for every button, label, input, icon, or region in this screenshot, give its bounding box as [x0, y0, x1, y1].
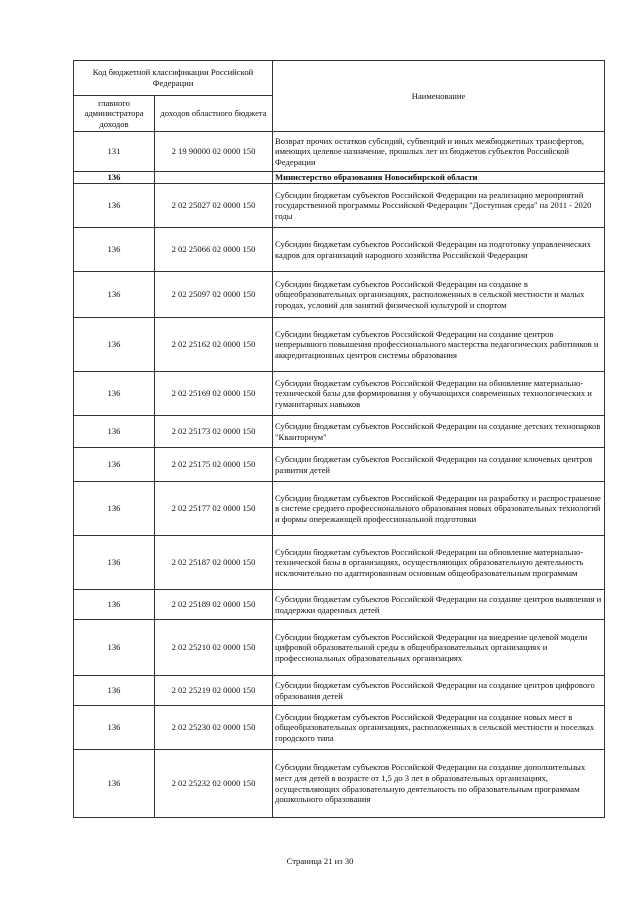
table-row — [74, 590, 605, 620]
income-code-cell: 2 02 25230 02 0000 150 — [155, 706, 273, 750]
header-income-code: доходов областного бюджета — [155, 96, 273, 132]
admin-code-cell: 136 — [74, 750, 155, 818]
admin-code-cell: 136 — [74, 184, 155, 228]
table-row — [74, 228, 605, 272]
table-row — [74, 750, 605, 818]
table-row — [74, 620, 605, 676]
table-row — [74, 448, 605, 482]
income-code-cell: 2 02 25210 02 0000 150 — [155, 620, 273, 676]
name-cell: Субсидии бюджетам субъектов Российской Федерации на создание центров непрерывного повышения профессионального мастерства педагогических работников и аккредитационных центров системы образования — [273, 318, 605, 372]
table-row — [74, 416, 605, 448]
admin-code-cell: 136 — [74, 620, 155, 676]
admin-code-cell: 131 — [74, 132, 155, 172]
income-code-cell: 2 02 25189 02 0000 150 — [155, 590, 273, 620]
admin-code-cell: 136 — [74, 416, 155, 448]
table-row — [74, 482, 605, 536]
table-row — [74, 372, 605, 416]
table-body — [74, 132, 605, 818]
admin-code-cell: 136 — [74, 228, 155, 272]
income-code-cell: 2 02 25066 02 0000 150 — [155, 228, 273, 272]
income-code-cell: 2 02 25232 02 0000 150 — [155, 750, 273, 818]
admin-code-cell: 136 — [74, 318, 155, 372]
table-row — [74, 272, 605, 318]
admin-code-cell: 136 — [74, 536, 155, 590]
table-row — [74, 318, 605, 372]
name-cell: Субсидии бюджетам субъектов Российской Федерации на внедрение целевой модели цифровой образовательной среды в общеобразовательных организациях и профессиональных образовательных организациях — [273, 620, 605, 676]
income-code-cell: 2 02 25177 02 0000 150 — [155, 482, 273, 536]
income-code-cell — [155, 172, 273, 184]
budget-classification-table — [73, 60, 605, 818]
name-cell: Субсидии бюджетам субъектов Российской Федерации на создание дополнительных мест для детей в возрасте от 1,5 до 3 лет в образовательных организациях, осуществляющих образовательную деятельность по образовательным программам дошкольного образования — [273, 750, 605, 818]
name-cell: Субсидии бюджетам субъектов Российской Федерации на создание новых мест в общеобразовательных организациях, расположенных в сельской местности и поселках городского типа — [273, 706, 605, 750]
income-code-cell: 2 02 25027 02 0000 150 — [155, 184, 273, 228]
header-code-group: Код бюджетной классификации Российской Федерации — [74, 61, 273, 96]
income-code-cell: 2 19 90000 02 0000 150 — [155, 132, 273, 172]
name-cell: Субсидии бюджетам субъектов Российской Федерации на создание ключевых центров развития детей — [273, 448, 605, 482]
admin-code-cell: 136 — [74, 372, 155, 416]
income-code-cell: 2 02 25173 02 0000 150 — [155, 416, 273, 448]
name-cell: Субсидии бюджетам субъектов Российской Федерации на создание центров выявления и поддержки одаренных детей — [273, 590, 605, 620]
name-cell: Субсидии бюджетам субъектов Российской Федерации на создание центров цифрового образования детей — [273, 676, 605, 706]
table-row — [74, 172, 605, 184]
name-cell: Субсидии бюджетам субъектов Российской Федерации на создание детских технопарков "Кванториум" — [273, 416, 605, 448]
table-row — [74, 184, 605, 228]
name-cell: Министерство образования Новосибирской области — [273, 172, 605, 184]
name-cell: Субсидии бюджетам субъектов Российской Федерации на обновление материально-технической базы для формирования у обучающихся современных технологических и гуманитарных навыков — [273, 372, 605, 416]
table-row — [74, 536, 605, 590]
name-cell: Субсидии бюджетам субъектов Российской Федерации на создание в общеобразовательных организациях, расположенных в сельской местности и малых городах, условий для занятий физической культурой и спортом — [273, 272, 605, 318]
name-cell: Возврат прочих остатков субсидий, субвенций и иных межбюджетных трансфертов, имеющих целевое назначение, прошлых лет из бюджетов субъектов Российской Федерации — [273, 132, 605, 172]
admin-code-cell: 136 — [74, 482, 155, 536]
name-cell: Субсидии бюджетам субъектов Российской Федерации на реализацию мероприятий государственной программы Российской Федерации "Доступная среда" на 2011 - 2020 годы — [273, 184, 605, 228]
income-code-cell: 2 02 25219 02 0000 150 — [155, 676, 273, 706]
income-code-cell: 2 02 25097 02 0000 150 — [155, 272, 273, 318]
admin-code-cell: 136 — [74, 448, 155, 482]
admin-code-cell: 136 — [74, 172, 155, 184]
page-number: Страница 21 из 30 — [286, 856, 354, 866]
header-name: Наименование — [273, 61, 605, 132]
income-code-cell: 2 02 25175 02 0000 150 — [155, 448, 273, 482]
header-admin: главного администратора доходов — [74, 96, 155, 132]
table-row — [74, 706, 605, 750]
admin-code-cell: 136 — [74, 676, 155, 706]
admin-code-cell: 136 — [74, 590, 155, 620]
name-cell: Субсидии бюджетам субъектов Российской Федерации на подготовку управленческих кадров для организаций народного хозяйства Российской Федерации — [273, 228, 605, 272]
name-cell: Субсидии бюджетам субъектов Российской Федерации на обновление материально-технической базы в организациях, осуществляющих образовательную деятельность исключительно по адаптированным основным общеобразовательным программам — [273, 536, 605, 590]
income-code-cell: 2 02 25162 02 0000 150 — [155, 318, 273, 372]
table-row — [74, 132, 605, 172]
income-code-cell: 2 02 25169 02 0000 150 — [155, 372, 273, 416]
admin-code-cell: 136 — [74, 706, 155, 750]
table-row — [74, 676, 605, 706]
income-code-cell: 2 02 25187 02 0000 150 — [155, 536, 273, 590]
name-cell: Субсидии бюджетам субъектов Российской Федерации на разработку и распространение в системе среднего профессионального образования новых образовательных технологий и формы опережающей профессиональной подготовки — [273, 482, 605, 536]
admin-code-cell: 136 — [74, 272, 155, 318]
